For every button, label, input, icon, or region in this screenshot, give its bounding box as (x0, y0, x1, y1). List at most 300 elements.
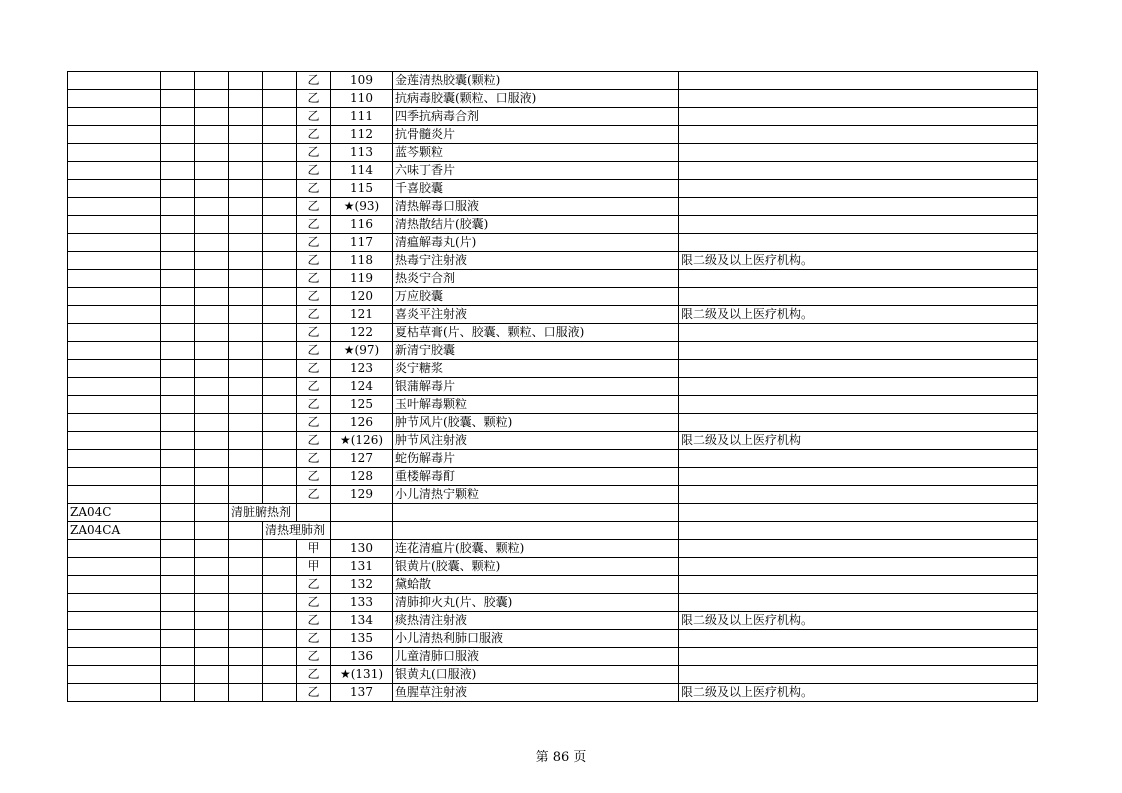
remark-cell (679, 198, 1038, 216)
class-cell: 乙 (297, 306, 331, 324)
category-level2-cell (263, 144, 297, 162)
class-cell: 乙 (297, 288, 331, 306)
category-level2-cell (263, 270, 297, 288)
spacer-cell (195, 324, 229, 342)
table-row (68, 108, 1038, 126)
class-cell: 乙 (297, 252, 331, 270)
code-cell (68, 252, 161, 270)
drug-list-table (67, 71, 1038, 702)
category-level1-cell (229, 378, 263, 396)
spacer-cell (195, 270, 229, 288)
class-cell: 甲 (297, 558, 331, 576)
code-cell (68, 648, 161, 666)
code-cell (68, 234, 161, 252)
remark-cell (679, 342, 1038, 360)
spacer-cell (161, 522, 195, 540)
remark-cell (679, 630, 1038, 648)
table-row (68, 522, 1038, 540)
spacer-cell (195, 108, 229, 126)
table-row (68, 504, 1038, 522)
remark-cell (679, 216, 1038, 234)
drug-name-cell: 玉叶解毒颗粒 (393, 396, 679, 414)
table-row (68, 234, 1038, 252)
spacer-cell (161, 360, 195, 378)
remark-cell (679, 144, 1038, 162)
number-cell: 128 (331, 468, 393, 486)
drug-name-cell: 清热散结片(胶囊) (393, 216, 679, 234)
spacer-cell (161, 450, 195, 468)
remark-cell (679, 90, 1038, 108)
spacer-cell (195, 450, 229, 468)
drug-name-cell: 千喜胶囊 (393, 180, 679, 198)
table-row (68, 450, 1038, 468)
category-level2-cell (263, 432, 297, 450)
number-cell: 129 (331, 486, 393, 504)
category-level2-cell (263, 108, 297, 126)
remark-cell (679, 270, 1038, 288)
spacer-cell (161, 90, 195, 108)
number-cell: 109 (331, 72, 393, 90)
page-number: 第 86 页 (535, 750, 587, 765)
drug-name-cell: 抗骨髓炎片 (393, 126, 679, 144)
spacer-cell (161, 252, 195, 270)
category-level1-cell (229, 576, 263, 594)
spacer-cell (161, 126, 195, 144)
category-level1-cell (229, 360, 263, 378)
number-cell (331, 522, 393, 540)
number-cell: 113 (331, 144, 393, 162)
drug-name-cell: 四季抗病毒合剂 (393, 108, 679, 126)
class-cell: 乙 (297, 594, 331, 612)
drug-name-cell: 肿节风片(胶囊、颗粒) (393, 414, 679, 432)
table-row (68, 180, 1038, 198)
number-cell: ★(97) (331, 342, 393, 360)
spacer-cell (161, 684, 195, 702)
category-level1-cell (229, 540, 263, 558)
table-row (68, 306, 1038, 324)
number-cell: 136 (331, 648, 393, 666)
number-cell: 132 (331, 576, 393, 594)
table-row (68, 288, 1038, 306)
class-cell: 乙 (297, 72, 331, 90)
table-row (68, 684, 1038, 702)
spacer-cell (195, 360, 229, 378)
number-cell: 130 (331, 540, 393, 558)
spacer-cell (161, 612, 195, 630)
table-row (68, 90, 1038, 108)
spacer-cell (195, 594, 229, 612)
remark-cell: 限二级及以上医疗机构。 (679, 684, 1038, 702)
category-level2-cell (263, 684, 297, 702)
class-cell: 乙 (297, 612, 331, 630)
number-cell: 126 (331, 414, 393, 432)
spacer-cell (161, 576, 195, 594)
code-cell (68, 414, 161, 432)
table-row (68, 396, 1038, 414)
remark-cell (679, 360, 1038, 378)
spacer-cell (195, 306, 229, 324)
category-level2-cell (263, 450, 297, 468)
category-level2-cell (263, 576, 297, 594)
number-cell: 124 (331, 378, 393, 396)
number-cell (331, 504, 393, 522)
code-cell (68, 288, 161, 306)
category-level1-cell (229, 468, 263, 486)
remark-cell (679, 576, 1038, 594)
drug-name-cell: 炎宁糖浆 (393, 360, 679, 378)
category-level1-cell (229, 558, 263, 576)
category-level2-cell (263, 90, 297, 108)
number-cell: 110 (331, 90, 393, 108)
spacer-cell (195, 378, 229, 396)
table-row (68, 252, 1038, 270)
remark-cell (679, 648, 1038, 666)
code-cell (68, 90, 161, 108)
drug-name-cell: 蓝芩颗粒 (393, 144, 679, 162)
spacer-cell (161, 324, 195, 342)
category-level2-cell (263, 126, 297, 144)
category-level1-cell (229, 216, 263, 234)
category-level2-cell (263, 414, 297, 432)
drug-name-cell: 银黄丸(口服液) (393, 666, 679, 684)
category-level1-cell (229, 108, 263, 126)
category-level1-cell: 清脏腑热剂 (229, 504, 263, 522)
spacer-cell (195, 648, 229, 666)
spacer-cell (161, 378, 195, 396)
remark-cell (679, 486, 1038, 504)
spacer-cell (161, 414, 195, 432)
class-cell: 乙 (297, 234, 331, 252)
code-cell (68, 144, 161, 162)
spacer-cell (161, 144, 195, 162)
number-cell: ★(131) (331, 666, 393, 684)
class-cell: 甲 (297, 540, 331, 558)
code-cell (68, 378, 161, 396)
table-row (68, 648, 1038, 666)
remark-cell (679, 504, 1038, 522)
number-cell: 125 (331, 396, 393, 414)
drug-name-cell: 银黄片(胶囊、颗粒) (393, 558, 679, 576)
class-cell: 乙 (297, 216, 331, 234)
class-cell: 乙 (297, 144, 331, 162)
category-level2-cell (263, 198, 297, 216)
spacer-cell (195, 198, 229, 216)
category-level2-cell (263, 72, 297, 90)
table-row (68, 216, 1038, 234)
number-cell: 115 (331, 180, 393, 198)
remark-cell (679, 594, 1038, 612)
category-level2-cell (263, 342, 297, 360)
spacer-cell (161, 198, 195, 216)
code-cell (68, 486, 161, 504)
category-level2-cell (263, 504, 297, 522)
category-level2-cell (263, 630, 297, 648)
spacer-cell (195, 234, 229, 252)
number-cell: 123 (331, 360, 393, 378)
class-cell: 乙 (297, 630, 331, 648)
number-cell: 133 (331, 594, 393, 612)
remark-cell (679, 468, 1038, 486)
class-cell: 乙 (297, 450, 331, 468)
category-level1-cell (229, 396, 263, 414)
category-level1-cell (229, 630, 263, 648)
table-row (68, 468, 1038, 486)
remark-cell (679, 522, 1038, 540)
table-row (68, 630, 1038, 648)
table-row (68, 612, 1038, 630)
spacer-cell (161, 342, 195, 360)
category-level1-cell (229, 162, 263, 180)
spacer-cell (161, 558, 195, 576)
class-cell: 乙 (297, 360, 331, 378)
code-cell (68, 324, 161, 342)
spacer-cell (161, 270, 195, 288)
drug-name-cell: 连花清瘟片(胶囊、颗粒) (393, 540, 679, 558)
code-cell (68, 432, 161, 450)
drug-name-cell: 蛇伤解毒片 (393, 450, 679, 468)
spacer-cell (161, 594, 195, 612)
drug-name-cell: 小儿清热宁颗粒 (393, 486, 679, 504)
category-level1-cell (229, 306, 263, 324)
category-level2-cell (263, 324, 297, 342)
spacer-cell (161, 180, 195, 198)
class-cell: 乙 (297, 486, 331, 504)
remark-cell (679, 558, 1038, 576)
class-cell: 乙 (297, 342, 331, 360)
spacer-cell (195, 396, 229, 414)
table-row (68, 324, 1038, 342)
spacer-cell (161, 216, 195, 234)
drug-name-cell: 万应胶囊 (393, 288, 679, 306)
drug-name-cell: 热炎宁合剂 (393, 270, 679, 288)
drug-name-cell: 痰热清注射液 (393, 612, 679, 630)
spacer-cell (161, 504, 195, 522)
spacer-cell (161, 486, 195, 504)
remark-cell (679, 162, 1038, 180)
spacer-cell (195, 666, 229, 684)
remark-cell: 限二级及以上医疗机构。 (679, 612, 1038, 630)
spacer-cell (195, 558, 229, 576)
spacer-cell (161, 72, 195, 90)
category-level2-cell (263, 306, 297, 324)
number-cell: 111 (331, 108, 393, 126)
category-level2-cell (263, 162, 297, 180)
category-level2-cell (263, 360, 297, 378)
category-level1-cell (229, 180, 263, 198)
number-cell: 127 (331, 450, 393, 468)
number-cell: 134 (331, 612, 393, 630)
class-cell: 乙 (297, 180, 331, 198)
drug-name-cell: 夏枯草膏(片、胶囊、颗粒、口服液) (393, 324, 679, 342)
remark-cell (679, 72, 1038, 90)
class-cell (297, 504, 331, 522)
spacer-cell (195, 342, 229, 360)
code-cell (68, 594, 161, 612)
spacer-cell (161, 288, 195, 306)
remark-cell: 限二级及以上医疗机构。 (679, 306, 1038, 324)
category-level1-cell (229, 450, 263, 468)
category-level1-cell (229, 288, 263, 306)
number-cell: 118 (331, 252, 393, 270)
spacer-cell (161, 666, 195, 684)
class-cell: 乙 (297, 684, 331, 702)
category-level1-cell (229, 666, 263, 684)
class-cell: 乙 (297, 432, 331, 450)
category-level1-cell (229, 648, 263, 666)
drug-name-cell: 抗病毒胶囊(颗粒、口服液) (393, 90, 679, 108)
code-cell (68, 180, 161, 198)
spacer-cell (195, 126, 229, 144)
class-cell: 乙 (297, 324, 331, 342)
spacer-cell (161, 648, 195, 666)
spacer-cell (161, 396, 195, 414)
category-level1-cell (229, 432, 263, 450)
spacer-cell (195, 432, 229, 450)
table-row (68, 198, 1038, 216)
drug-name-cell: 喜炎平注射液 (393, 306, 679, 324)
table-row (68, 378, 1038, 396)
code-cell (68, 558, 161, 576)
code-cell (68, 396, 161, 414)
drug-name-cell: 黛蛤散 (393, 576, 679, 594)
remark-cell (679, 540, 1038, 558)
number-cell: 120 (331, 288, 393, 306)
category-level2-cell (263, 594, 297, 612)
spacer-cell (195, 684, 229, 702)
remark-cell (679, 126, 1038, 144)
spacer-cell (195, 504, 229, 522)
code-cell (68, 684, 161, 702)
class-cell: 乙 (297, 396, 331, 414)
remark-cell (679, 396, 1038, 414)
drug-name-cell (393, 522, 679, 540)
remark-cell: 限二级及以上医疗机构 (679, 432, 1038, 450)
table-row (68, 666, 1038, 684)
number-cell: 135 (331, 630, 393, 648)
remark-cell (679, 378, 1038, 396)
drug-name-cell: 清瘟解毒丸(片) (393, 234, 679, 252)
class-cell: 乙 (297, 666, 331, 684)
table-row (68, 72, 1038, 90)
table-row (68, 576, 1038, 594)
code-cell (68, 540, 161, 558)
code-cell (68, 216, 161, 234)
remark-cell (679, 288, 1038, 306)
spacer-cell (161, 540, 195, 558)
table-row (68, 144, 1038, 162)
category-level2-cell (263, 180, 297, 198)
remark-cell (679, 324, 1038, 342)
category-level2-cell (263, 558, 297, 576)
category-level1-cell (229, 594, 263, 612)
category-level2-cell (263, 612, 297, 630)
code-cell: ZA04C (68, 504, 161, 522)
number-cell: 131 (331, 558, 393, 576)
category-level1-cell (229, 198, 263, 216)
code-cell (68, 468, 161, 486)
drug-name-cell: 重楼解毒酊 (393, 468, 679, 486)
category-level1-cell (229, 144, 263, 162)
table-row (68, 594, 1038, 612)
class-cell: 乙 (297, 468, 331, 486)
spacer-cell (161, 630, 195, 648)
table-row (68, 126, 1038, 144)
category-level1-cell (229, 72, 263, 90)
drug-name-cell: 清热解毒口服液 (393, 198, 679, 216)
code-cell: ZA04CA (68, 522, 161, 540)
drug-name-cell: 金莲清热胶囊(颗粒) (393, 72, 679, 90)
table-row (68, 486, 1038, 504)
number-cell: 119 (331, 270, 393, 288)
drug-name-cell: 儿童清肺口服液 (393, 648, 679, 666)
category-level2-cell (263, 540, 297, 558)
spacer-cell (161, 108, 195, 126)
category-level1-cell (229, 522, 263, 540)
number-cell: 137 (331, 684, 393, 702)
code-cell (68, 108, 161, 126)
table-row (68, 432, 1038, 450)
category-level1-cell (229, 270, 263, 288)
class-cell: 乙 (297, 648, 331, 666)
table-row (68, 540, 1038, 558)
number-cell: 121 (331, 306, 393, 324)
code-cell (68, 162, 161, 180)
code-cell (68, 630, 161, 648)
spacer-cell (161, 432, 195, 450)
number-cell: 122 (331, 324, 393, 342)
category-level2-cell (263, 468, 297, 486)
drug-name-cell (393, 504, 679, 522)
spacer-cell (195, 90, 229, 108)
number-cell: 114 (331, 162, 393, 180)
spacer-cell (195, 144, 229, 162)
category-level1-cell (229, 342, 263, 360)
number-cell: ★(93) (331, 198, 393, 216)
class-cell: 乙 (297, 378, 331, 396)
category-level2-cell (263, 288, 297, 306)
drug-name-cell: 热毒宁注射液 (393, 252, 679, 270)
drug-name-cell: 肿节风注射液 (393, 432, 679, 450)
code-cell (68, 612, 161, 630)
category-level1-cell (229, 486, 263, 504)
spacer-cell (161, 468, 195, 486)
spacer-cell (195, 522, 229, 540)
category-level2-cell (263, 486, 297, 504)
remark-cell (679, 666, 1038, 684)
class-cell: 乙 (297, 126, 331, 144)
category-level1-cell (229, 612, 263, 630)
remark-cell (679, 450, 1038, 468)
table-row (68, 414, 1038, 432)
class-cell: 乙 (297, 90, 331, 108)
drug-name-cell: 清肺抑火丸(片、胶囊) (393, 594, 679, 612)
code-cell (68, 306, 161, 324)
number-cell: 116 (331, 216, 393, 234)
table-row (68, 270, 1038, 288)
code-cell (68, 72, 161, 90)
spacer-cell (195, 630, 229, 648)
category-level1-cell (229, 126, 263, 144)
remark-cell (679, 234, 1038, 252)
category-level1-cell (229, 90, 263, 108)
spacer-cell (195, 180, 229, 198)
category-level2-cell (263, 396, 297, 414)
remark-cell (679, 414, 1038, 432)
drug-name-cell: 六味丁香片 (393, 162, 679, 180)
category-level1-cell (229, 252, 263, 270)
spacer-cell (161, 162, 195, 180)
remark-cell (679, 108, 1038, 126)
